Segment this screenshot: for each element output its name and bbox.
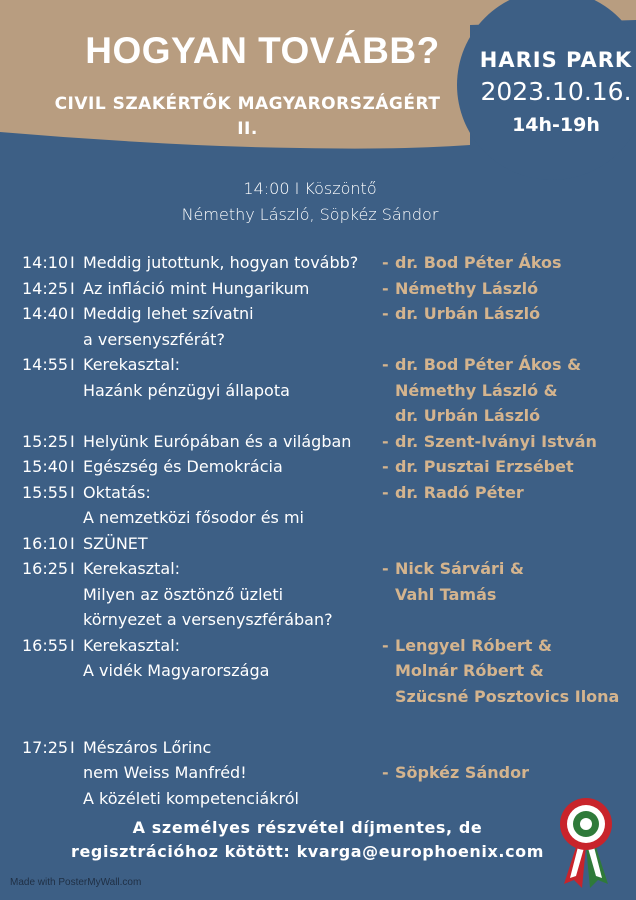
schedule-time: 15:55 [22, 482, 69, 502]
schedule-separator: I [70, 635, 75, 655]
schedule-topic: Kerekasztal: [83, 559, 181, 578]
opening-time: 14:00 I Köszöntő [243, 179, 377, 198]
schedule-topic: Mészáros Lőrinc [83, 737, 212, 757]
schedule-speaker: Lengyel Róbert & [395, 635, 552, 655]
schedule-speaker: dr. Urbán László [395, 304, 541, 323]
schedule-topic: A nemzetközi fősodor és mi [83, 508, 304, 527]
schedule-speaker: Vahl Tamás [395, 584, 497, 604]
schedule-separator: I [70, 355, 75, 374]
schedule-topic: Meddig jutottunk, hogyan tovább? [83, 253, 359, 272]
schedule-speaker: dr. Bod Péter Ákos [395, 253, 562, 272]
schedule-time: 14:40 [22, 304, 69, 323]
speaker-dash: - [382, 763, 389, 782]
schedule-topic: Meddig lehet szívatni [83, 304, 254, 323]
speaker-dash: - [382, 304, 389, 323]
schedule-speaker: dr. Radó Péter [395, 482, 524, 502]
schedule-topic: A közéleti kompetenciákról [83, 788, 299, 808]
speaker-dash: - [382, 278, 389, 298]
venue-time: 14h-19h [512, 114, 600, 136]
schedule-speaker: Némethy László & [395, 380, 558, 400]
schedule-separator: I [70, 253, 75, 272]
schedule-topic: nem Weiss Manfréd! [83, 763, 247, 782]
schedule-topic: Oktatás: [83, 482, 151, 502]
schedule-topic: a versenyszférát? [83, 329, 225, 349]
schedule-separator: I [70, 737, 75, 757]
schedule-topic: SZÜNET [83, 533, 148, 553]
schedule-separator: I [70, 533, 75, 553]
schedule-speaker: Molnár Róbert & [395, 661, 544, 680]
schedule-time: 16:10 [22, 533, 69, 553]
subtitle-edition: II. [237, 119, 258, 139]
schedule-time: 15:40 [22, 457, 69, 476]
schedule-time: 16:55 [22, 635, 69, 655]
registration-email[interactable]: regisztrációhoz kötött: kvarga@europhoenix.com [70, 842, 545, 861]
schedule-separator: I [70, 482, 75, 502]
schedule-time: 14:25 [22, 278, 69, 298]
schedule-speaker: Némethy László [395, 278, 539, 298]
speaker-dash: - [382, 457, 389, 476]
schedule-topic: Helyünk Európában és a világban [83, 431, 352, 451]
speaker-dash: - [382, 482, 389, 502]
speaker-dash: - [382, 635, 389, 655]
schedule-topic: Hazánk pénzügyi állapota [83, 380, 290, 400]
registration-line: A személyes részvétel díjmentes, de [132, 818, 483, 837]
venue-name: HARIS PARK [479, 48, 633, 72]
hungarian-cockade-icon [556, 796, 616, 891]
schedule-speaker: Söpkéz Sándor [395, 763, 529, 782]
page-subtitle [0, 92, 495, 142]
schedule-topic: Az infláció mint Hungarikum [83, 278, 310, 298]
schedule-topic: Kerekasztal: [83, 635, 181, 655]
speaker-dash: - [382, 253, 389, 272]
schedule-topic: Kerekasztal: [83, 355, 181, 374]
schedule-time: 17:25 [22, 737, 69, 757]
schedule-separator: I [70, 559, 75, 578]
schedule-time: 14:10 [22, 253, 69, 272]
schedule-topic: környezet a versenyszférában? [83, 610, 333, 629]
speaker-dash: - [382, 559, 389, 578]
schedule-speaker: dr. Bod Péter Ákos & [395, 355, 582, 374]
schedule-time: 16:25 [22, 559, 69, 578]
schedule-topic: A vidék Magyarországa [83, 661, 270, 680]
schedule-speaker: Nick Sárvári & [395, 559, 524, 578]
speaker-dash: - [382, 355, 389, 374]
schedule-topic: Milyen az ösztönző üzleti [83, 584, 284, 604]
schedule-speaker: dr. Pusztai Erzsébet [395, 457, 574, 476]
opening-speakers: Némethy László, Söpkéz Sándor [181, 205, 439, 224]
schedule-speaker: dr. Szent-Iványi István [395, 431, 597, 451]
schedule-separator: I [70, 431, 75, 451]
subtitle-line: CIVIL SZAKÉRTŐK MAGYARORSZÁGÉRT [54, 94, 441, 114]
schedule-separator: I [70, 278, 75, 298]
schedule-speaker: dr. Urbán László [395, 406, 541, 425]
watermark: Made with PosterMyWall.com [10, 877, 142, 888]
schedule-time: 15:25 [22, 431, 69, 451]
schedule-time: 14:55 [22, 355, 69, 374]
registration-note [40, 816, 575, 864]
speaker-dash: - [382, 431, 389, 451]
schedule-topic: Egészség és Demokrácia [83, 457, 283, 476]
venue-date: 2023.10.16. [480, 77, 632, 106]
schedule-separator: I [70, 304, 75, 323]
page-title: HOGYAN TOVÁBB? [85, 30, 440, 71]
schedule-speaker: Szücsné Posztovics Ilona [395, 686, 620, 706]
schedule-separator: I [70, 457, 75, 476]
